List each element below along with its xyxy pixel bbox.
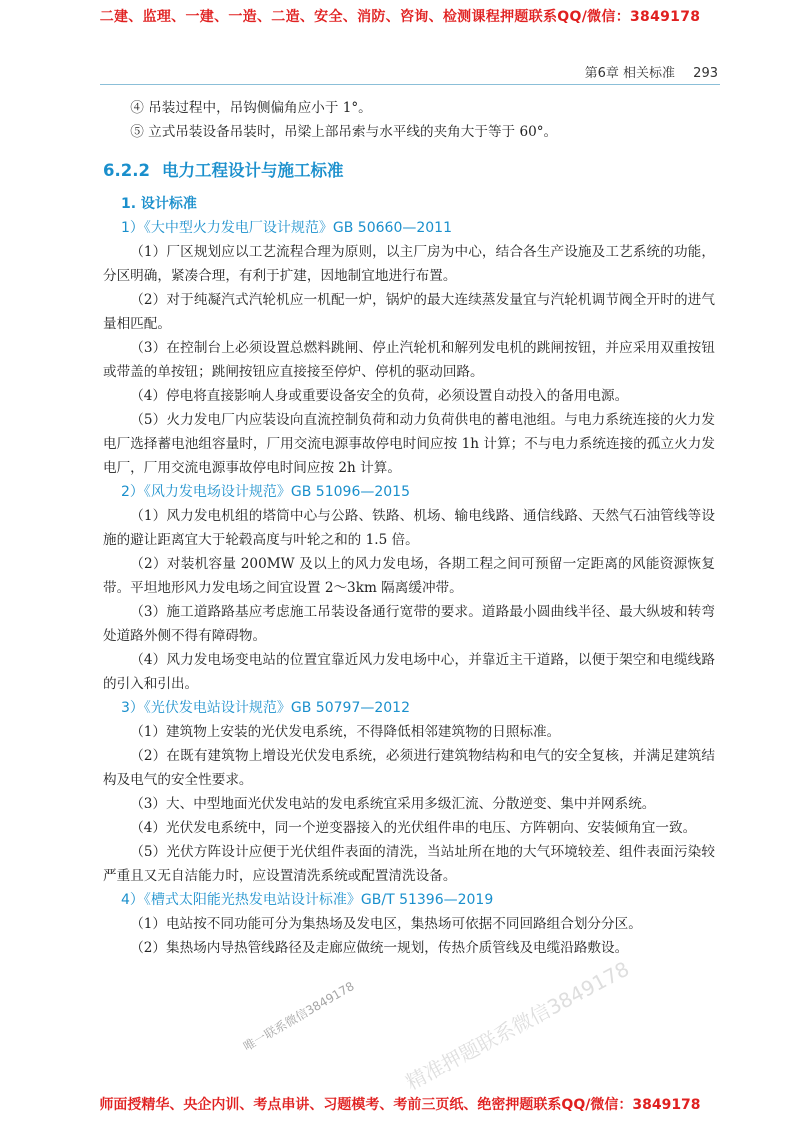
section-number: 6.2.2 — [103, 161, 150, 180]
standard-item: （5）光伏方阵设计应便于光伏组件表面的清洗，当站址所在地的大气环境较差、组件表面污染较严重且又无自洁能力时，应设置清洗系统或配置清洗设备。 — [103, 844, 715, 884]
page-number: 293 — [693, 66, 718, 81]
standard-item: （3）大、中型地面光伏发电站的发电系统宜采用多级汇流、分散逆变、集中并网系统。 — [130, 796, 656, 812]
standard-item: （1）电站按不同功能可分为集热场及发电区，集热场可依据不同回路组合划分分区。 — [130, 916, 642, 932]
standard-item: （1）风力发电机组的塔筒中心与公路、铁路、机场、输电线路、通信线路、天然气石油管线等设施的避让距离宜大于轮毂高度与叶轮之和的 1.5 倍。 — [103, 508, 715, 548]
standard-title: 1）《大中型火力发电厂设计规范》GB 50660—2011 — [121, 220, 452, 236]
standard-title: 4）《槽式太阳能光热发电站设计标准》GB/T 51396—2019 — [121, 892, 494, 908]
subsection-title: 1. 设计标准 — [121, 196, 197, 212]
standard-item: （1）厂区规划应以工艺流程合理为原则，以主厂房为中心，结合各生产设施及工艺系统的功能，分区明确，紧凑合理，有利于扩建，因地制宜地进行布置。 — [103, 244, 715, 284]
watermark-small: 唯一联系微信3849178 — [241, 979, 357, 1054]
standard-item: （2）在既有建筑物上增设光伏发电系统，必须进行建筑物结构和电气的安全复核，并满足建筑结构及电气的安全性要求。 — [103, 748, 715, 788]
section-title-text: 电力工程设计与施工标准 — [161, 161, 344, 180]
chapter-label: 第6章 相关标准 — [584, 66, 676, 81]
standard-item: （2）对装机容量 200MW 及以上的风力发电场，各期工程之间可预留一定距离的风能资源恢复带。平坦地形风力发电场之间宜设置 2～3km 隔离缓冲带。 — [103, 556, 715, 596]
section-title — [103, 160, 715, 182]
top-promo-banner: 二建、监理、一建、一造、二造、安全、消防、咨询、检测课程押题联系QQ/微信：3849178 — [99, 9, 701, 25]
running-header — [585, 62, 718, 81]
standard-item: （3）在控制台上必须设置总燃料跳闸、停止汽轮机和解列发电机的跳闸按钮，并应采用双重按钮或带盖的单按钮；跳闸按钮应直接接至停炉、停机的驱动回路。 — [103, 340, 715, 380]
header-rule — [100, 84, 720, 85]
standard-item: （4）停电将直接影响人身或重要设备安全的负荷，必须设置自动投入的备用电源。 — [130, 388, 629, 404]
standard-item: （1）建筑物上安装的光伏发电系统，不得降低相邻建筑物的日照标准。 — [130, 724, 561, 740]
standard-title: 2）《风力发电场设计规范》GB 51096—2015 — [121, 484, 410, 500]
standard-item: （2）集热场内导热管线路径及走廊应做统一规划，传热介质管线及电缆沿路敷设。 — [130, 940, 629, 956]
standard-item: （5）火力发电厂内应装设向直流控制负荷和动力负荷供电的蓄电池组。与电力系统连接的火力发电厂选择蓄电池组容量时，厂用交流电源事故停电时间应按 1h 计算；不与电力系统连接的孤立火力发电厂，厂用交流电源事故停电时间应按 2h 计算。 — [103, 412, 715, 476]
watermark-large: 精准押题联系微信3849178 — [401, 956, 634, 1095]
standard-title: 3）《光伏发电站设计规范》GB 50797—2012 — [121, 700, 410, 716]
standard-item: （3）施工道路路基应考虑施工吊装设备通行宽带的要求。道路最小圆曲线半径、最大纵坡和转弯处道路外侧不得有障碍物。 — [103, 604, 715, 644]
standard-item: （4）光伏发电系统中，同一个逆变器接入的光伏组件串的电压、方阵朝向、安装倾角宜一致。 — [130, 820, 697, 836]
standard-item: （4）风力发电场变电站的位置宜靠近风力发电场中心，并靠近主干道路，以便于架空和电缆线路的引入和引出。 — [103, 652, 715, 692]
bottom-promo-banner: 师面授精华、央企内训、考点串讲、习题模考、考前三页纸、绝密押题联系QQ/微信：3849178 — [99, 1097, 701, 1113]
page-content — [103, 96, 715, 960]
intro-item: ④ 吊装过程中，吊钩侧偏角应小于 1°。 — [130, 100, 372, 116]
standard-item: （2）对于纯凝汽式汽轮机应一机配一炉，锅炉的最大连续蒸发量宜与汽轮机调节阀全开时的进气量相匹配。 — [103, 292, 715, 332]
intro-item: ⑤ 立式吊装设备吊装时，吊梁上部吊索与水平线的夹角大于等于 60°。 — [130, 124, 558, 140]
